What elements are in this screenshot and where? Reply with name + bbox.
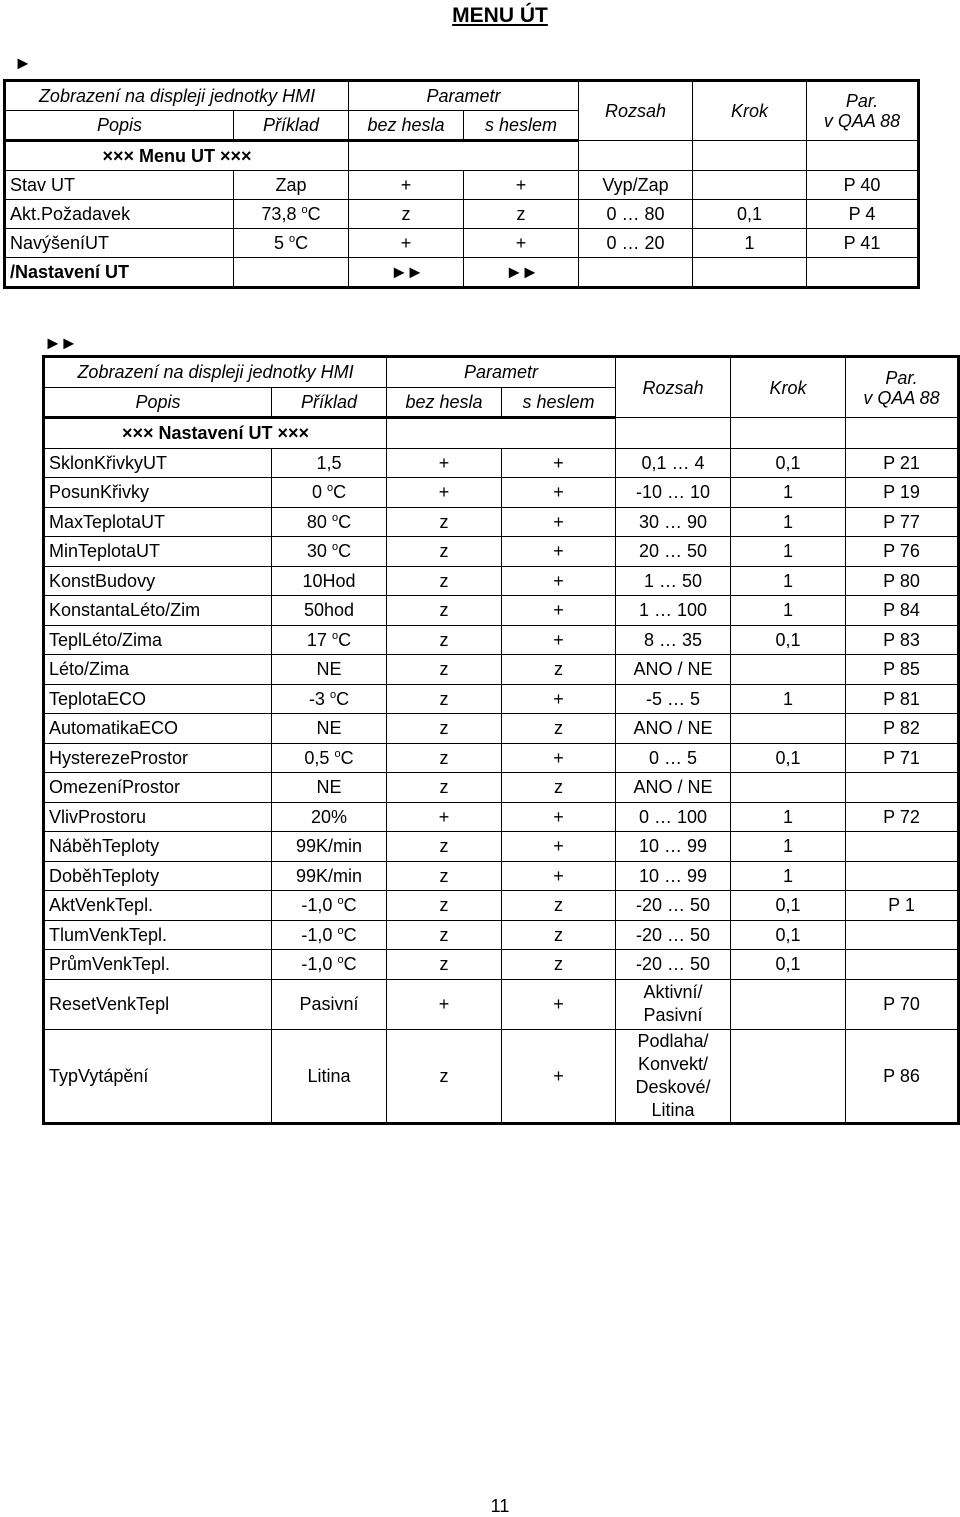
param-range: 10 … 99 <box>616 832 731 862</box>
table-row <box>44 537 959 567</box>
param-s-heslem: + <box>502 979 616 1029</box>
param-bez-hesla: + <box>387 478 502 508</box>
param-step: 0,1 <box>731 920 846 950</box>
param-par: P 82 <box>846 714 959 744</box>
param-range: 30 … 90 <box>616 507 731 537</box>
header-parametr: Parametr <box>387 357 616 388</box>
param-bez-hesla: + <box>349 171 464 200</box>
param-name: TeplLéto/Zima <box>44 625 272 655</box>
table-row <box>44 773 959 803</box>
param-s-heslem: z <box>502 714 616 744</box>
param-par: P 40 <box>807 171 919 200</box>
param-bez-hesla: z <box>387 596 502 626</box>
param-par: P 85 <box>846 655 959 685</box>
header-krok: Krok <box>731 357 846 418</box>
param-bez-hesla: + <box>387 448 502 478</box>
degree-symbol: o <box>331 629 339 642</box>
param-name: SklonKřivkyUT <box>44 448 272 478</box>
table-row <box>44 448 959 478</box>
param-example: -1,0 $^o$C <box>272 950 387 980</box>
param-s-heslem: z <box>464 200 579 229</box>
param-s-heslem: + <box>502 537 616 567</box>
param-example: 0 $^o$C <box>272 478 387 508</box>
param-s-heslem: + <box>502 684 616 714</box>
param-range: Vyp/Zap <box>579 171 693 200</box>
param-step: 0,1 <box>731 950 846 980</box>
table-row <box>44 920 959 950</box>
param-bez-hesla: + <box>349 229 464 258</box>
param-bez-hesla: z <box>387 625 502 655</box>
param-range: -20 … 50 <box>616 920 731 950</box>
param-range: ANO / NE <box>616 773 731 803</box>
param-range: 1 … 100 <box>616 596 731 626</box>
param-range: -20 … 50 <box>616 950 731 980</box>
param-s-heslem: z <box>502 773 616 803</box>
param-bez-hesla: + <box>387 802 502 832</box>
table-row <box>44 832 959 862</box>
param-step <box>731 655 846 685</box>
param-step <box>731 1029 846 1123</box>
param-name: MinTeplotaUT <box>44 537 272 567</box>
param-range: Podlaha/ Konvekt/ Deskové/ Litina <box>616 1029 731 1123</box>
play-marker-icon: ► <box>14 53 30 73</box>
param-example: 5 $^o$C <box>234 229 349 258</box>
param-s-heslem: + <box>502 566 616 596</box>
param-s-heslem: + <box>464 171 579 200</box>
param-s-heslem: z <box>502 920 616 950</box>
double-play-marker-icon: ►► <box>44 333 76 353</box>
nastaveni-ut-link[interactable]: /Nastavení UT <box>5 258 234 288</box>
param-par: P 19 <box>846 478 959 508</box>
param-bez-hesla: z <box>387 714 502 744</box>
table-row <box>44 802 959 832</box>
param-bez-hesla: z <box>387 655 502 685</box>
param-par: P 4 <box>807 200 919 229</box>
header-rozsah: Rozsah <box>616 357 731 418</box>
section-menu-ut: ××× Menu UT ××× <box>5 141 349 171</box>
header-priklad: Příklad <box>272 387 387 418</box>
param-par: P 1 <box>846 891 959 921</box>
degree-symbol: o <box>337 954 344 967</box>
param-step <box>693 171 807 200</box>
table-row <box>44 596 959 626</box>
param-s-heslem: + <box>502 625 616 655</box>
param-par <box>846 861 959 891</box>
param-example: 20% <box>272 802 387 832</box>
param-step: 1 <box>693 229 807 258</box>
param-name: HysterezeProstor <box>44 743 272 773</box>
submenu-marker: ►► <box>349 258 464 288</box>
param-range: 0 … 20 <box>579 229 693 258</box>
degree-symbol: o <box>337 924 344 937</box>
header-krok: Krok <box>693 81 807 141</box>
param-range: 0 … 100 <box>616 802 731 832</box>
degree-symbol: o <box>301 204 308 216</box>
param-s-heslem: + <box>502 743 616 773</box>
param-example: 80 $^o$C <box>272 507 387 537</box>
param-name: NáběhTeploty <box>44 832 272 862</box>
param-bez-hesla: z <box>387 507 502 537</box>
param-example: 30 $^o$C <box>272 537 387 567</box>
param-range: 10 … 99 <box>616 861 731 891</box>
param-example: -1,0 $^o$C <box>272 891 387 921</box>
table-row <box>44 891 959 921</box>
header-s-heslem: s heslem <box>464 111 579 141</box>
param-par <box>846 773 959 803</box>
header-popis: Popis <box>44 387 272 418</box>
param-example: NE <box>272 714 387 744</box>
param-step: 1 <box>731 802 846 832</box>
param-s-heslem: z <box>502 655 616 685</box>
param-example: -1,0 $^o$C <box>272 920 387 950</box>
header-parametr: Parametr <box>349 81 579 111</box>
param-example: Pasivní <box>272 979 387 1029</box>
header-priklad: Příklad <box>234 111 349 141</box>
param-range: ANO / NE <box>616 655 731 685</box>
param-step: 0,1 <box>731 625 846 655</box>
param-name: VlivProstoru <box>44 802 272 832</box>
param-name: DoběhTeploty <box>44 861 272 891</box>
page-number: 11 <box>490 1496 510 1516</box>
header-hmi: Zobrazení na displeji jednotky HMI <box>44 357 387 388</box>
param-s-heslem: + <box>464 229 579 258</box>
param-example: -3 $^o$C <box>272 684 387 714</box>
header-popis: Popis <box>5 111 234 141</box>
param-s-heslem: + <box>502 861 616 891</box>
param-range: 20 … 50 <box>616 537 731 567</box>
param-step <box>731 979 846 1029</box>
header-hmi: Zobrazení na displeji jednotky HMI <box>5 81 349 111</box>
param-step: 1 <box>731 537 846 567</box>
param-s-heslem: + <box>502 1029 616 1123</box>
param-s-heslem: + <box>502 596 616 626</box>
param-bez-hesla: z <box>387 537 502 567</box>
header-s-heslem: s heslem <box>502 387 616 418</box>
param-name: AutomatikaECO <box>44 714 272 744</box>
table-row <box>44 478 959 508</box>
page-title: MENU ÚT <box>452 4 548 27</box>
header-bez-hesla: bez hesla <box>349 111 464 141</box>
degree-symbol: o <box>331 541 339 554</box>
param-example: 99K/min <box>272 832 387 862</box>
param-s-heslem: + <box>502 448 616 478</box>
param-name: Stav UT <box>5 171 234 200</box>
param-par: P 71 <box>846 743 959 773</box>
param-par: P 72 <box>846 802 959 832</box>
param-par: P 76 <box>846 537 959 567</box>
param-range: 0 … 5 <box>616 743 731 773</box>
param-bez-hesla: z <box>387 832 502 862</box>
param-bez-hesla: z <box>387 684 502 714</box>
param-bez-hesla: z <box>387 891 502 921</box>
degree-symbol: o <box>337 895 344 908</box>
param-step: 0,1 <box>731 743 846 773</box>
param-name: TypVytápění <box>44 1029 272 1123</box>
param-step: 1 <box>731 478 846 508</box>
param-bez-hesla: + <box>387 979 502 1029</box>
param-step: 0,1 <box>731 448 846 478</box>
param-range: -10 … 10 <box>616 478 731 508</box>
param-name: NavýšeníUT <box>5 229 234 258</box>
param-range: 1 … 50 <box>616 566 731 596</box>
param-step <box>731 714 846 744</box>
param-step: 0,1 <box>693 200 807 229</box>
param-step: 0,1 <box>731 891 846 921</box>
param-par <box>846 920 959 950</box>
param-name: ResetVenkTepl <box>44 979 272 1029</box>
nastaveni-ut-table <box>42 355 960 1125</box>
degree-symbol: o <box>329 688 337 701</box>
param-par: P 80 <box>846 566 959 596</box>
param-par: P 83 <box>846 625 959 655</box>
param-par: P 77 <box>846 507 959 537</box>
degree-symbol: o <box>331 511 339 524</box>
param-bez-hesla: z <box>387 773 502 803</box>
param-name: OmezeníProstor <box>44 773 272 803</box>
table-row <box>44 743 959 773</box>
param-example: 0,5 $^o$C <box>272 743 387 773</box>
table-row <box>5 229 919 258</box>
param-step: 1 <box>731 684 846 714</box>
param-bez-hesla: z <box>349 200 464 229</box>
param-example: 17 $^o$C <box>272 625 387 655</box>
param-par: P 41 <box>807 229 919 258</box>
param-example: 10Hod <box>272 566 387 596</box>
param-name: PosunKřivky <box>44 478 272 508</box>
param-example: Zap <box>234 171 349 200</box>
param-example: Litina <box>272 1029 387 1123</box>
param-bez-hesla: z <box>387 743 502 773</box>
param-par: P 70 <box>846 979 959 1029</box>
param-s-heslem: z <box>502 950 616 980</box>
param-bez-hesla: z <box>387 920 502 950</box>
param-step: 1 <box>731 566 846 596</box>
param-s-heslem: + <box>502 507 616 537</box>
table-row <box>44 684 959 714</box>
degree-symbol: o <box>288 233 296 245</box>
param-example: 73,8 $^o$C <box>234 200 349 229</box>
param-bez-hesla: z <box>387 861 502 891</box>
param-example: NE <box>272 773 387 803</box>
param-bez-hesla: z <box>387 950 502 980</box>
param-par <box>846 832 959 862</box>
param-example: 50hod <box>272 596 387 626</box>
param-s-heslem: + <box>502 478 616 508</box>
table-row <box>44 625 959 655</box>
param-step: 1 <box>731 507 846 537</box>
param-range: 0,1 … 4 <box>616 448 731 478</box>
table-row <box>44 655 959 685</box>
param-bez-hesla: z <box>387 566 502 596</box>
param-step: 1 <box>731 861 846 891</box>
degree-symbol: o <box>334 747 341 760</box>
table-row <box>44 566 959 596</box>
param-par: P 81 <box>846 684 959 714</box>
table-row <box>5 171 919 200</box>
submenu-marker: ►► <box>464 258 579 288</box>
param-s-heslem: z <box>502 891 616 921</box>
table-row <box>44 950 959 980</box>
param-range: 8 … 35 <box>616 625 731 655</box>
param-s-heslem: + <box>502 802 616 832</box>
param-example: NE <box>272 655 387 685</box>
header-rozsah: Rozsah <box>579 81 693 141</box>
table-row <box>44 861 959 891</box>
section-nastaveni-ut: ××× Nastavení UT ××× <box>44 418 387 449</box>
param-step <box>731 773 846 803</box>
param-name: MaxTeplotaUT <box>44 507 272 537</box>
param-name: PrůmVenkTepl. <box>44 950 272 980</box>
param-par: P 86 <box>846 1029 959 1123</box>
degree-symbol: o <box>326 482 334 495</box>
param-bez-hesla: z <box>387 1029 502 1123</box>
param-range: Aktivní/ Pasivní <box>616 979 731 1029</box>
param-name: Léto/Zima <box>44 655 272 685</box>
header-par: Par. v QAA 88 <box>846 357 959 418</box>
param-range: ANO / NE <box>616 714 731 744</box>
menu-ut-table <box>3 79 920 289</box>
param-par: P 21 <box>846 448 959 478</box>
param-name: AktVenkTepl. <box>44 891 272 921</box>
table-row <box>44 714 959 744</box>
param-range: -20 … 50 <box>616 891 731 921</box>
param-name: TeplotaECO <box>44 684 272 714</box>
param-step: 1 <box>731 596 846 626</box>
param-par: P 84 <box>846 596 959 626</box>
header-par: Par. v QAA 88 <box>807 81 919 141</box>
param-par <box>846 950 959 980</box>
param-name: TlumVenkTepl. <box>44 920 272 950</box>
table-row <box>5 200 919 229</box>
param-name: KonstantaLéto/Zim <box>44 596 272 626</box>
param-example: 99K/min <box>272 861 387 891</box>
table-row <box>44 507 959 537</box>
param-step: 1 <box>731 832 846 862</box>
param-s-heslem: + <box>502 832 616 862</box>
param-range: 0 … 80 <box>579 200 693 229</box>
param-range: -5 … 5 <box>616 684 731 714</box>
param-name: KonstBudovy <box>44 566 272 596</box>
header-bez-hesla: bez hesla <box>387 387 502 418</box>
param-name: Akt.Požadavek <box>5 200 234 229</box>
param-example: 1,5 <box>272 448 387 478</box>
